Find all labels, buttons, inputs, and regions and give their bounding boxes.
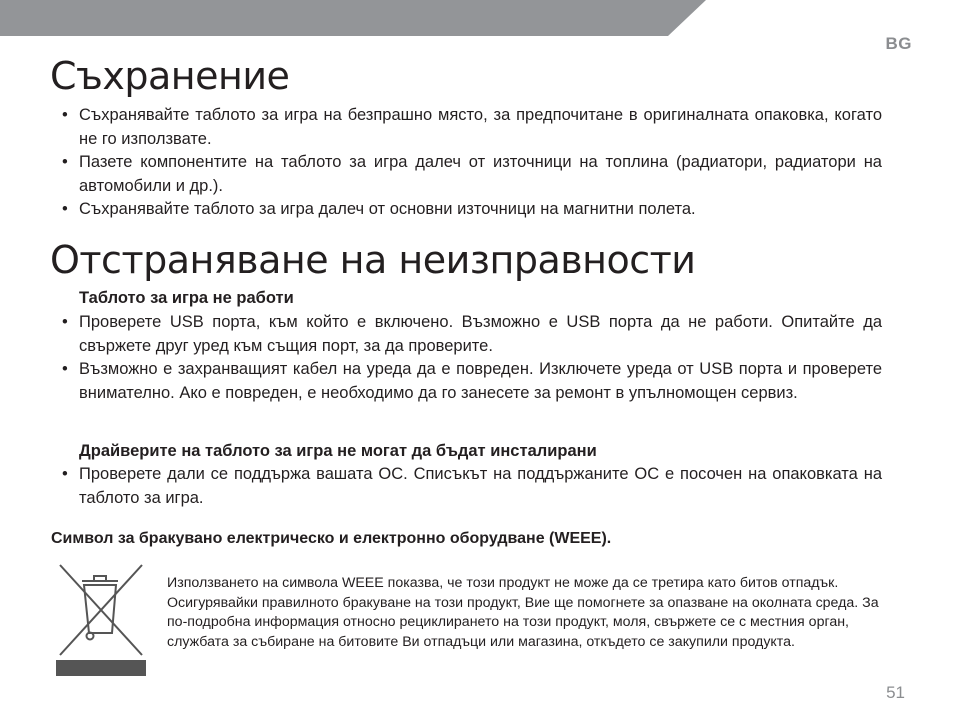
problem-heading: Драйверите на таблото за игра не могат да бъдат инсталирани [79,442,597,460]
language-tag: BG [885,34,912,53]
bullet-mark: • [62,313,68,331]
header-banner [0,0,954,36]
page-number: 51 [886,683,905,702]
storage-item: • Пазете компонентите на таблото за игра далеч от източници на топлина (радиатори, радиатори на автомобили и др.). [62,153,882,195]
troubleshooting-title: Отстраняване на неизправности [50,238,696,282]
problem-solutions-list [62,463,882,510]
storage-list [62,104,882,222]
solution-item: • Възможно е захранващият кабел на уреда да е повреден. Изключете уреда от USB порта и проверете внимателно. Ако е повреден, е необходимо да го занесете за ремонт в упълномощен сервиз. [62,360,882,402]
weee-heading: Символ за бракувано електрическо и електронно оборудване (WEEE). [51,530,612,547]
weee-description: Използването на символа WEEE показва, че този продукт не може да се третира като битов отпадък. Осигурявайки правилното бракуване на този продукт, Вие ще помогнете за опазване на околната среда. За по-подробна информация относно рециклирането на този продукт, моля, свържете се с местния орган, службата за събиране на битовите Ви отпадъци или магазина, откъдето се закупили продукта. [167,575,879,650]
storage-item: • Съхранявайте таблото за игра далеч от основни източници на магнитни полета. [62,198,882,222]
bullet-mark: • [62,465,68,483]
problem-heading: Таблото за игра не работи [79,289,294,307]
bullet-mark: • [62,153,68,171]
bullet-mark: • [62,106,68,124]
bullet-mark: • [62,200,68,218]
bullet-mark: • [62,360,68,378]
problem-solutions-list [62,311,882,405]
storage-title: Съхранение [50,54,290,98]
crossed-out-wheelie-bin-icon [56,559,146,677]
storage-item: • Съхранявайте таблото за игра на безпрашно място, за предпочитане в оригиналната опаковка, когато не го използвате. [62,106,882,148]
solution-item: • Проверете дали се поддържа вашата ОС. Списъкът на поддържаните ОС е посочен на опаковката на таблото за игра. [62,465,882,507]
solution-item: • Проверете USB порта, към който е включено. Възможно е USB порта да не работи. Опитайте да свържете друг уред към същия порт, за да проверите. [62,313,882,355]
